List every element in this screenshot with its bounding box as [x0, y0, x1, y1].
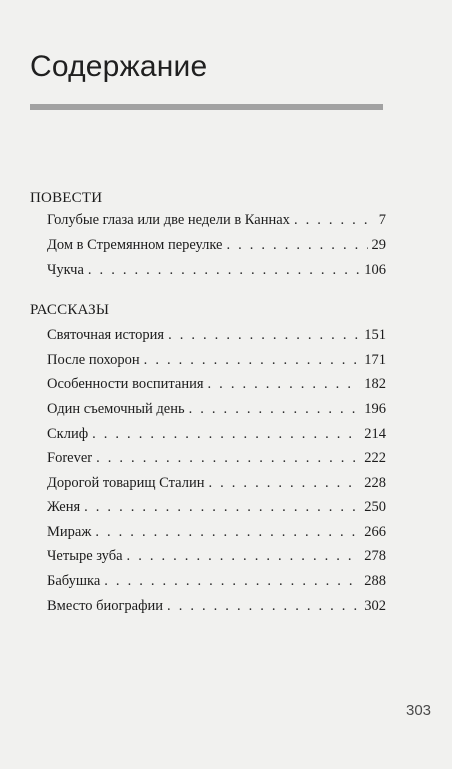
- toc-entry-page: 228: [364, 475, 386, 491]
- dot-leader: [84, 498, 360, 516]
- toc-entry-title: Голубые глаза или две недели в Каннах: [47, 212, 290, 228]
- toc-entry: [47, 449, 386, 467]
- toc-entry-page: 196: [364, 401, 386, 417]
- toc-entry-title: Один съемочный день: [47, 401, 185, 417]
- toc-entry-title: Чукча: [47, 262, 84, 278]
- toc-entry-title: Дом в Стремянном переулке: [47, 237, 223, 253]
- toc-entry-title: Четыре зуба: [47, 548, 123, 564]
- title-underline-rule: [30, 104, 383, 110]
- toc-entry: [47, 425, 386, 443]
- dot-leader: [92, 425, 360, 443]
- dot-leader: [208, 474, 360, 492]
- toc-entry-page: 214: [364, 426, 386, 442]
- toc-entry-title: Бабушка: [47, 573, 101, 589]
- toc-entry-title: Forever: [47, 450, 93, 466]
- toc-entry: [47, 523, 386, 541]
- toc-entry-page: 266: [364, 524, 386, 540]
- page-title: Содержание: [30, 50, 208, 83]
- toc-entry: [47, 597, 386, 615]
- section-heading-novellas: ПОВЕСТИ: [30, 190, 103, 206]
- dot-leader: [189, 400, 361, 418]
- toc-entry: [47, 211, 386, 229]
- dot-leader: [167, 597, 360, 615]
- dot-leader: [95, 523, 360, 541]
- toc-entry-title: Вместо биографии: [47, 598, 164, 614]
- toc-entry-title: Женя: [47, 499, 81, 515]
- toc-entry-page: 171: [364, 352, 386, 368]
- toc-entry: [47, 572, 386, 590]
- dot-leader: [104, 572, 360, 590]
- toc-entry: [47, 400, 386, 418]
- page-number: 303: [406, 702, 432, 719]
- toc-entry: [47, 375, 386, 393]
- toc-entry-title: После похорон: [47, 352, 140, 368]
- dot-leader: [294, 211, 375, 229]
- toc-entry: [47, 326, 386, 344]
- toc-entry-page: 288: [364, 573, 386, 589]
- dot-leader: [168, 326, 360, 344]
- toc-entry-page: 7: [378, 212, 386, 228]
- toc-entry-title: Особенности воспитания: [47, 376, 204, 392]
- toc-entry-title: Мираж: [47, 524, 92, 540]
- dot-leader: [88, 261, 360, 279]
- toc-entry: [47, 474, 386, 492]
- toc-entry: [47, 547, 386, 565]
- toc-entry-page: 250: [364, 499, 386, 515]
- toc-entry-title: Склиф: [47, 426, 89, 442]
- toc-entry-page: 222: [364, 450, 386, 466]
- dot-leader: [96, 449, 360, 467]
- toc-entry: [47, 498, 386, 516]
- dot-leader: [127, 547, 361, 565]
- dot-leader: [144, 351, 361, 369]
- toc-entry-page: 278: [364, 548, 386, 564]
- section-heading-stories: РАССКАЗЫ: [30, 302, 110, 318]
- toc-entry-page: 302: [364, 598, 386, 614]
- toc-entry-title: Дорогой товарищ Сталин: [47, 475, 205, 491]
- toc-entry-page: 29: [371, 237, 386, 253]
- toc-entry-title: Святочная история: [47, 327, 165, 343]
- toc-entry: [47, 236, 386, 254]
- toc-entry: [47, 261, 386, 279]
- dot-leader: [226, 236, 367, 254]
- toc-entry-page: 151: [364, 327, 386, 343]
- toc-entry: [47, 351, 386, 369]
- dot-leader: [208, 375, 361, 393]
- toc-entry-page: 106: [364, 262, 386, 278]
- toc-entry-page: 182: [364, 376, 386, 392]
